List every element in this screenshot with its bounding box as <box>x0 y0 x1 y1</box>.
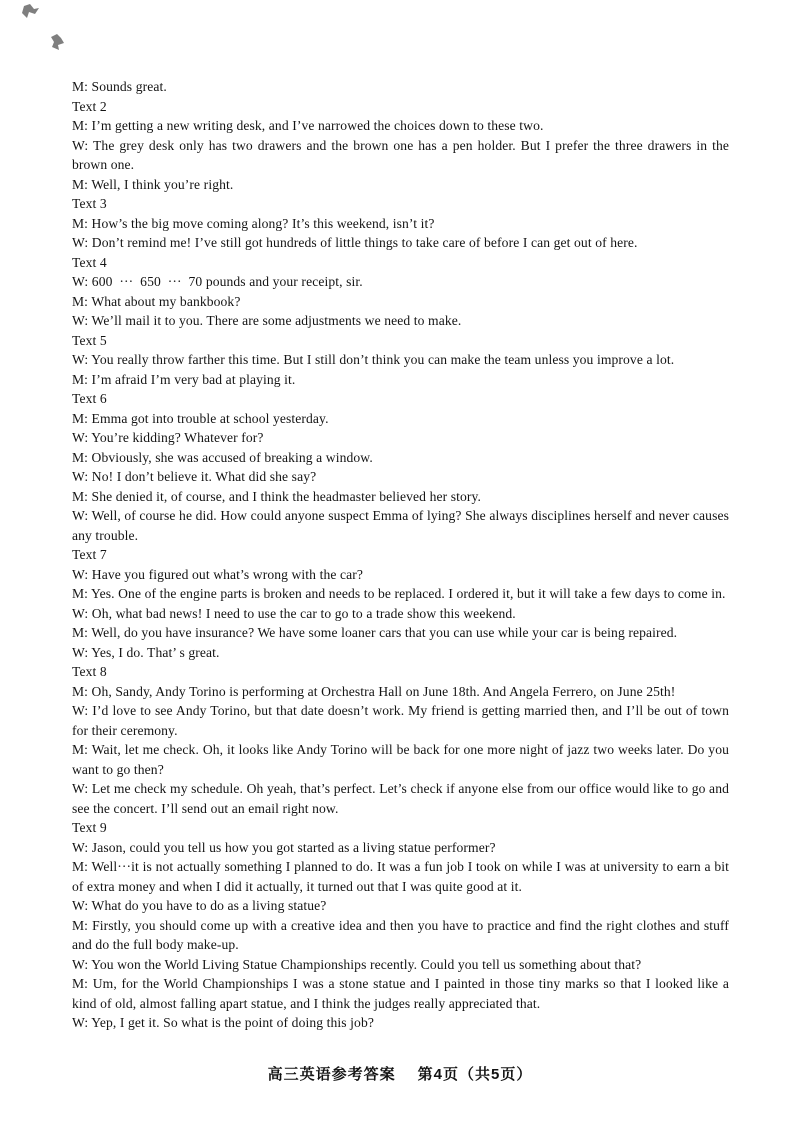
text-section-label: Text 5 <box>72 332 107 348</box>
dialogue-line: M: Wait, let me check. Oh, it looks like Andy Torino will be back for one more night of jazz two weeks later. Do you want to go then? <box>72 742 729 777</box>
text-section-label: Text 7 <box>72 547 107 562</box>
dialogue-line: W: No! I don’t believe it. What did she say? <box>72 469 317 484</box>
dialogue-line: W: You won the World Living Statue Championships recently. Could you tell us something about that? <box>72 956 642 972</box>
text-section-label: Text 8 <box>72 664 107 679</box>
dialogue-line: M: Um, for the World Championships I was a stone statue and I painted in those tiny marks so that I looked like a kind of old, almost falling apart statue, and I think the judges really appreciated that. <box>72 976 729 1011</box>
dialogue-line: M: I’m getting a new writing desk, and I’ve narrowed the choices down to these two. <box>72 118 544 133</box>
dialogue-line: M: Yes. One of the engine parts is broken and needs to be replaced. I ordered it, but it will take a few days to come in. <box>72 586 726 601</box>
dialogue-line: M: Obviously, she was accused of breaking a window. <box>72 449 373 465</box>
dialogue-line: W: What do you have to do as a living statue? <box>72 898 327 913</box>
dialogue-line: W: Don’t remind me! I’ve still got hundreds of little things to take care of before I can get out of here. <box>72 235 638 250</box>
dialogue-line: M: Oh, Sandy, Andy Torino is performing at Orchestra Hall on June 18th. And Angela Ferrero, on June 25th! <box>72 683 676 699</box>
ink-mark <box>20 3 42 23</box>
text-section-label: Text 2 <box>72 98 107 114</box>
dialogue-line: W: You really throw farther this time. But I still don’t think you can make the team unless you improve a lot. <box>72 352 675 367</box>
dialogue-line: M: She denied it, of course, and I think the headmaster believed her story. <box>72 488 482 504</box>
dialogue-line: W: Let me check my schedule. Oh yeah, that’s perfect. Let’s check if anyone else from our office would like to go and see the concert. I’ll send out an email right now. <box>72 781 729 816</box>
dialogue-line: W: Well, of course he did. How could anyone suspect Emma of lying? She always disciplines herself and never causes any trouble. <box>72 508 729 543</box>
footer-doc-title: 高三英语参考答案 <box>267 1066 396 1083</box>
dialogue-line: W: You’re kidding? Whatever for? <box>72 430 264 445</box>
text-section-label: Text 9 <box>72 820 107 835</box>
dialogue-line: W: Yep, I get it. So what is the point of doing this job? <box>72 1015 374 1030</box>
page-footer <box>0 1063 800 1084</box>
dialogue-line: M: Well, I think you’re right. <box>72 176 234 192</box>
dialogue-line: M: Sounds great. <box>72 79 167 94</box>
text-section-label: Text 3 <box>72 196 107 211</box>
dialogue-line: M: Well, do you have insurance? We have some loaner cars that you can use while your car is being repaired. <box>72 625 678 640</box>
text-section-label: Text 6 <box>72 391 107 406</box>
dialogue-line: M: What about my bankbook? <box>72 293 241 309</box>
text-section-label: Text 4 <box>72 254 107 270</box>
dialogue-line: W: Jason, could you tell us how you got started as a living statue performer? <box>72 839 496 855</box>
listening-transcript <box>72 77 729 1033</box>
dialogue-line: W: I’d love to see Andy Torino, but that date doesn’t work. My friend is getting married then, and I’ll be out of town for their ceremony. <box>72 703 729 738</box>
dialogue-line: W: Oh, what bad news! I need to use the car to go to a trade show this weekend. <box>72 605 516 621</box>
dialogue-line: M: Firstly, you should come up with a creative idea and then you have to practice and find the right clothes and stuff and do the full body make-up. <box>72 917 729 952</box>
dialogue-line: W: Yes, I do. That’ s great. <box>72 644 220 660</box>
dialogue-line: W: The grey desk only has two drawers and the brown one has a pen holder. But I prefer the three drawers in the brown one. <box>72 137 729 172</box>
dialogue-line: W: 600 ··· 650 ··· 70 pounds and your receipt, sir. <box>72 274 363 289</box>
dialogue-line: W: We’ll mail it to you. There are some adjustments we need to make. <box>72 313 462 328</box>
dialogue-line: W: Have you figured out what’s wrong with the car? <box>72 566 364 582</box>
dialogue-line: M: Well···it is not actually something I planned to do. It was a fun job I took on while I was at university to earn a bit of extra money and when I did it actually, it turned out that I was quite good at it. <box>72 859 729 894</box>
footer-page-indicator: 第4页（共5页） <box>417 1066 533 1083</box>
dialogue-line: M: I’m afraid I’m very bad at playing it. <box>72 371 296 387</box>
ink-mark <box>48 33 66 52</box>
dialogue-line: M: Emma got into trouble at school yesterday. <box>72 410 329 426</box>
dialogue-line: M: How’s the big move coming along? It’s this weekend, isn’t it? <box>72 215 435 231</box>
